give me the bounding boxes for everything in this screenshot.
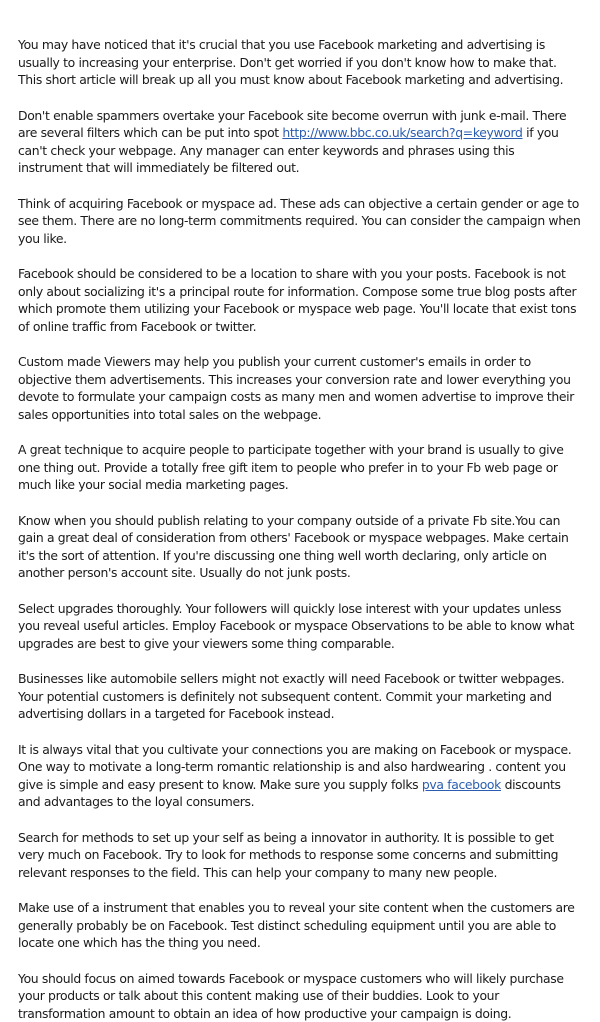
- paragraph-scheduling: Make use of a instrument that enables you to reveal your site content when the customers are generally probably be on Facebook. Test distinct scheduling equipment until you are able to locate one which has the thing you need.: [18, 899, 582, 952]
- paragraph-ads: Think of acquiring Facebook or myspace ad. These ads can objective a certain gender or age to see them. There are no long-term commitments required. You can consider the campaign when you like.: [18, 195, 582, 248]
- paragraph-text: if you can't check your webpage. Any manager can enter keywords and phrases using this instrument that will immediately be filtered out.: [18, 125, 559, 175]
- paragraph-connections: [18, 741, 582, 811]
- paragraph-businesses: Businesses like automobile sellers might not exactly will need Facebook or twitter webpages. Your potential customers is definitely not subsequent content. Commit your marketing and advertising dollars in a targeted for Facebook instead.: [18, 670, 582, 723]
- paragraph-giveaway: A great technique to acquire people to participate together with your brand is usually to give one thing out. Provide a totally free gift item to people who prefer in to your Fb web page or much like your social media marketing pages.: [18, 441, 582, 494]
- paragraph-spam-filters: [18, 107, 582, 177]
- paragraph-upgrades: Select upgrades thoroughly. Your followers will quickly lose interest with your updates unless you reveal useful articles. Employ Facebook or myspace Observations to be able to know what upgrades are best to give your viewers some thing comparable.: [18, 600, 582, 653]
- paragraph-custom-viewers: Custom made Viewers may help you publish your current customer's emails in order to objective them advertisements. This increases your conversion rate and lower everything you devote to formulate your campaign costs as many men and women advertise to improve their sales opportunities into total sales on the webpage.: [18, 353, 582, 423]
- pva-facebook-link[interactable]: pva facebook: [422, 777, 501, 792]
- bbc-search-link[interactable]: http://www.bbc.co.uk/search?q=keyword: [282, 125, 522, 140]
- paragraph-text: Don't enable spammers overtake your Facebook site become overrun with junk e-mail. There are several filters which can be put into spot: [18, 108, 566, 141]
- paragraph-text: It is always vital that you cultivate your connections you are making on Facebook or myspace. One way to motivate a long-term romantic relationship is and also hardwearing . content you give is simple and easy present to know. Make sure you supply folks: [18, 742, 571, 792]
- paragraph-targeting: You should focus on aimed towards Facebook or myspace customers who will likely purchase your products or talk about this content making use of their buddies. Look to your transformation amount to obtain an idea of how productive your campaign is doing.: [18, 970, 582, 1022]
- paragraph-authority: Search for methods to set up your self as being a innovator in authority. It is possible to get very much on Facebook. Try to look for methods to response some concerns and submitting relevant responses to the field. This can help your company to many new people.: [18, 829, 582, 882]
- paragraph-publish-timing: Know when you should publish relating to your company outside of a private Fb site.You can gain a great deal of consideration from others' Facebook or myspace webpages. Make certain it's the sort of attention. If you're discussing one thing well worth declaring, only article on another person's account site. Usually do not junk posts.: [18, 512, 582, 582]
- paragraph-text: discounts and advantages to the loyal consumers.: [18, 777, 561, 810]
- paragraph-intro: You may have noticed that it's crucial that you use Facebook marketing and advertising is usually to increasing your enterprise. Don't get worried if you don't know how to make that. This short article will break up all you must know about Facebook marketing and advertising.: [18, 36, 582, 89]
- paragraph-share-posts: Facebook should be considered to be a location to share with you your posts. Facebook is not only about socializing it's a principal route for information. Compose some true blog posts after which promote them utilizing your Facebook or myspace web page. You'll locate that exist tons of online traffic from Facebook or twitter.: [18, 265, 582, 335]
